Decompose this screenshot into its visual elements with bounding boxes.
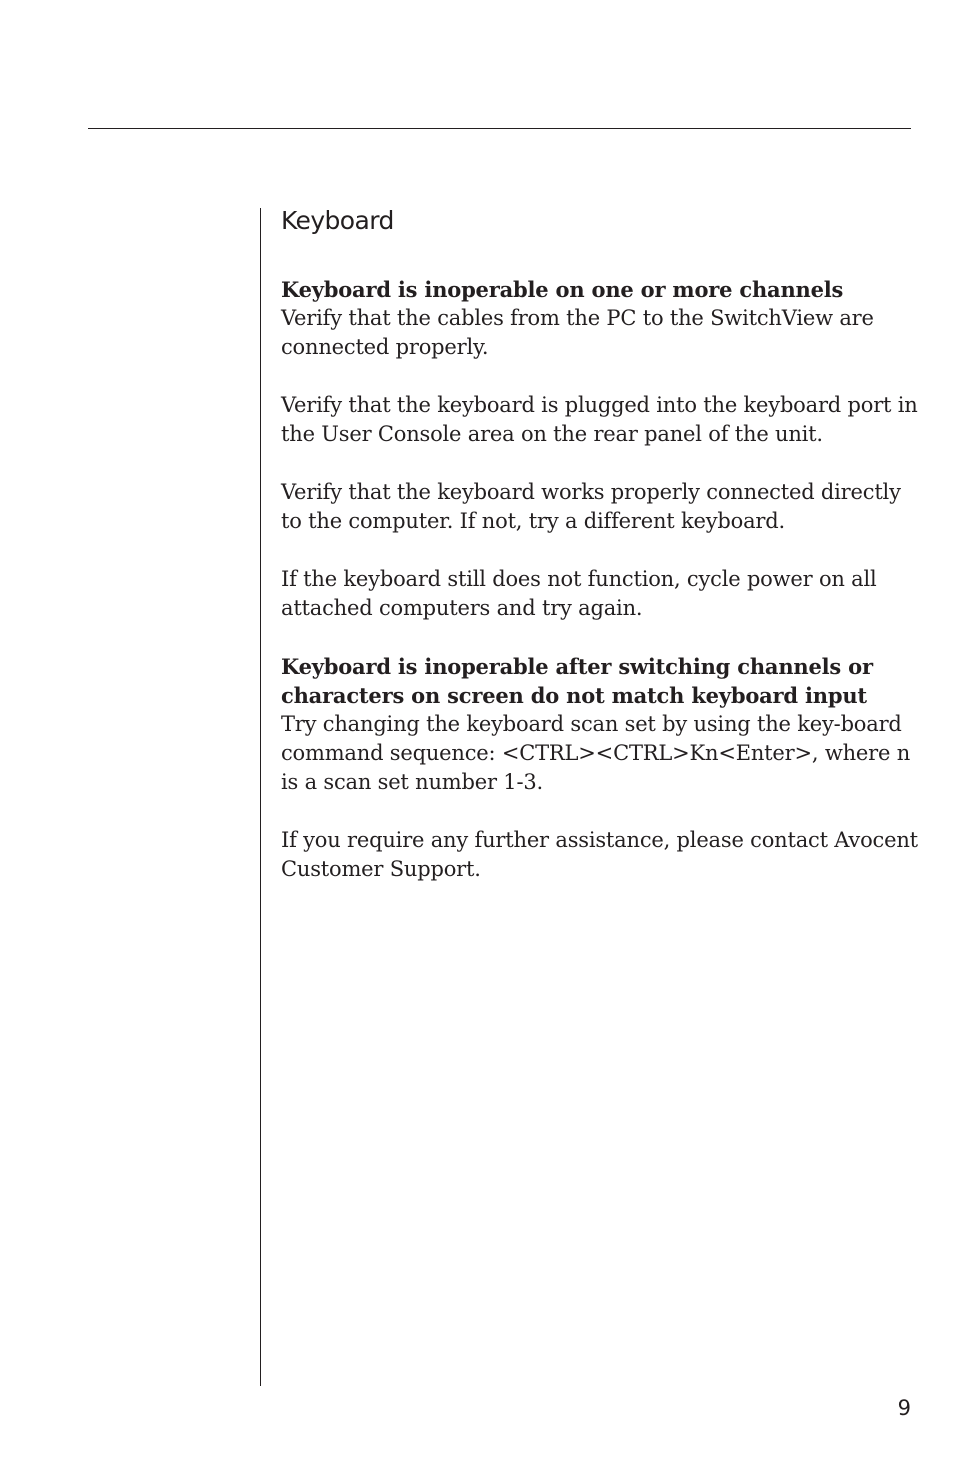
issue-block	[281, 275, 921, 623]
paragraph: Try changing the keyboard scan set by using the key-board command sequence: <CTRL><CTRL>Kn<Enter>, where n is a scan set number 1-3.	[281, 712, 911, 794]
paragraph: If you require any further assistance, please contact Avocent Customer Support.	[281, 828, 918, 881]
issue-heading: Keyboard is inoperable on one or more channels	[281, 277, 844, 302]
paragraph: Verify that the cables from the PC to the SwitchView are connected properly.	[281, 306, 874, 359]
issue-block	[281, 652, 921, 884]
margin-rule	[260, 208, 261, 1386]
paragraph: If the keyboard still does not function, cycle power on all attached computers and try again.	[281, 567, 877, 620]
page-number: 9	[897, 1396, 911, 1420]
section-title: Keyboard	[281, 206, 394, 235]
paragraph: Verify that the keyboard works properly connected directly to the computer. If not, try a different keyboard.	[281, 480, 901, 533]
paragraph: Verify that the keyboard is plugged into the keyboard port in the User Console area on the rear panel of the unit.	[281, 393, 918, 446]
page-content	[281, 203, 921, 913]
header-rule	[88, 128, 911, 129]
issue-heading: Keyboard is inoperable after switching channels or characters on screen do not match keyboard input	[281, 654, 873, 708]
